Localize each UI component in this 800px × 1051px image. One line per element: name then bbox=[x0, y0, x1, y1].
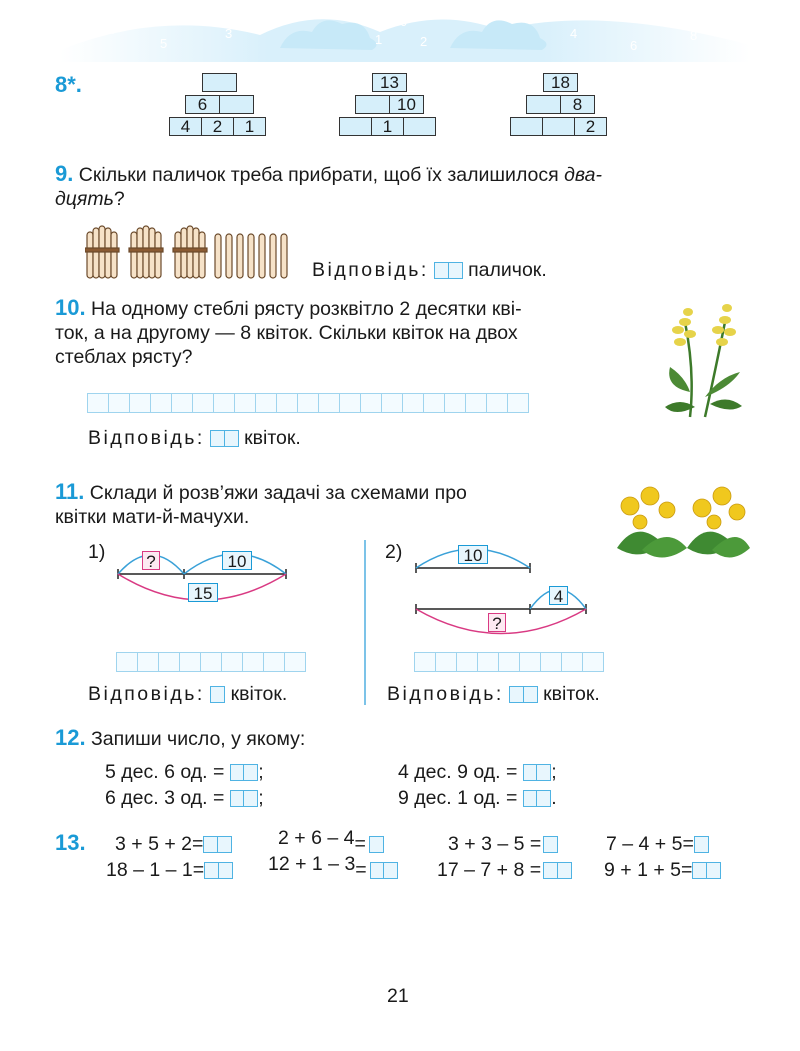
pyramid-cell[interactable]: 13 bbox=[373, 74, 407, 92]
place-value-item bbox=[105, 786, 264, 810]
item-end: ; bbox=[551, 761, 557, 783]
pyramid-cell[interactable] bbox=[404, 118, 436, 136]
answer-unit: квіток. bbox=[543, 683, 600, 705]
header-digit: 6 bbox=[630, 38, 638, 53]
answer-boxes[interactable] bbox=[204, 858, 233, 882]
pyramid-cell[interactable]: 2 bbox=[202, 118, 234, 136]
value-box[interactable]: 10 bbox=[458, 545, 488, 564]
scheme-label: 2) bbox=[385, 541, 403, 563]
answer-boxes[interactable] bbox=[543, 832, 558, 856]
expression bbox=[278, 826, 384, 855]
item-text: 9 дес. 1 од. = bbox=[398, 787, 518, 809]
flower-icon bbox=[660, 292, 750, 422]
expression-text: 18 – 1 – 1= bbox=[106, 859, 205, 881]
expression bbox=[606, 832, 709, 856]
expression-text: 17 – 7 + 8 = bbox=[437, 859, 542, 881]
item-end: ; bbox=[258, 787, 264, 809]
answer-boxes[interactable] bbox=[203, 832, 232, 856]
pyramid-cell[interactable] bbox=[356, 96, 390, 114]
expression bbox=[106, 858, 233, 882]
exercise-number: 9. bbox=[55, 161, 74, 186]
answer-unit: паличок. bbox=[468, 259, 547, 281]
item-text: 6 дес. 3 од. = bbox=[105, 787, 225, 809]
sticks-illustration bbox=[85, 224, 295, 287]
scheme-label: 1) bbox=[88, 541, 106, 563]
pyramid-cell[interactable]: 1 bbox=[234, 118, 266, 136]
answer-label: Відповідь: bbox=[88, 427, 205, 449]
expression-text: 3 + 3 – 5 = bbox=[448, 833, 542, 855]
answer-boxes[interactable] bbox=[692, 858, 721, 882]
pyramid-cell[interactable] bbox=[527, 96, 561, 114]
header-digit: 2 bbox=[420, 34, 428, 49]
answer-label: Відповідь: bbox=[88, 683, 205, 705]
pyramid-cell[interactable]: 8 bbox=[561, 96, 595, 114]
flower-icon bbox=[612, 478, 752, 558]
place-value-item bbox=[398, 760, 557, 784]
question-text: Склади й розв’яжи задачі за схемами про bbox=[89, 482, 467, 504]
answer-boxes[interactable] bbox=[230, 786, 259, 810]
equals-sign: = bbox=[354, 833, 366, 855]
item-text: 4 дес. 9 од. = bbox=[398, 761, 518, 783]
value-box[interactable]: 4 bbox=[549, 586, 568, 605]
unknown-box[interactable]: ? bbox=[142, 551, 160, 570]
header-digit: 5 bbox=[160, 36, 168, 51]
header-digit: 0 bbox=[400, 14, 408, 29]
item-end: . bbox=[551, 787, 557, 809]
solution-grid[interactable] bbox=[88, 393, 529, 413]
answer-boxes[interactable] bbox=[434, 258, 463, 282]
pyramid-cell[interactable]: 1 bbox=[372, 118, 404, 136]
expression-text: 3 + 5 + 2= bbox=[115, 833, 204, 855]
header-digit: 8 bbox=[690, 28, 698, 43]
stick-bundles-icon bbox=[85, 224, 295, 282]
header-digit: 4 bbox=[570, 26, 578, 41]
expression-text: 2 + 6 – 4 bbox=[278, 827, 355, 849]
question-text: квітки мати-й-мачухи. bbox=[55, 506, 250, 528]
value-box[interactable]: 10 bbox=[222, 551, 252, 570]
question-text: ток, а на другому — 8 квіток. Скільки квіток на двох bbox=[55, 322, 518, 344]
equals-sign: = bbox=[355, 859, 367, 881]
answer-boxes[interactable] bbox=[210, 426, 239, 450]
expression bbox=[604, 858, 721, 882]
value-box[interactable]: 15 bbox=[188, 583, 218, 602]
answer-unit: квіток. bbox=[230, 683, 288, 705]
pyramid-cell[interactable]: 18 bbox=[544, 74, 578, 92]
answer-label: Відповідь: bbox=[387, 683, 504, 705]
answer-boxes[interactable] bbox=[523, 760, 552, 784]
header-digit: 7 bbox=[110, 22, 118, 37]
expression bbox=[437, 858, 572, 882]
answer-line bbox=[88, 682, 287, 706]
exercise-11-text bbox=[55, 480, 615, 529]
pyramid-cell[interactable] bbox=[220, 96, 254, 114]
expression-text: 7 – 4 + 5= bbox=[606, 833, 694, 855]
exercise-9-text bbox=[55, 162, 755, 211]
exercise-number: 11. bbox=[55, 479, 85, 504]
header-digit: 3 bbox=[225, 26, 233, 41]
clouds-banner bbox=[60, 0, 750, 62]
expression bbox=[268, 852, 398, 881]
divider bbox=[364, 540, 366, 705]
pyramid-cell[interactable] bbox=[511, 118, 543, 136]
expression-text: 9 + 1 + 5= bbox=[604, 859, 693, 881]
answer-boxes[interactable] bbox=[210, 682, 225, 706]
place-value-item bbox=[398, 786, 557, 810]
question-italic: дцять bbox=[55, 188, 114, 210]
question-italic: два- bbox=[564, 164, 602, 186]
unknown-box[interactable]: ? bbox=[488, 613, 506, 632]
answer-line bbox=[312, 258, 547, 282]
answer-line bbox=[88, 426, 301, 450]
header-digit: 1 bbox=[375, 32, 383, 47]
pyramid-cell[interactable]: 10 bbox=[390, 96, 424, 114]
question-text: Запиши число, у якому: bbox=[91, 728, 306, 750]
solution-grid[interactable] bbox=[415, 652, 604, 672]
expression bbox=[115, 832, 232, 856]
question-text: Скільки паличок треба прибрати, щоб їх залишилося bbox=[78, 164, 565, 186]
coltsfoot-flower-image bbox=[612, 478, 752, 563]
answer-boxes[interactable] bbox=[523, 786, 552, 810]
answer-boxes[interactable] bbox=[509, 682, 538, 706]
exercise-10-text bbox=[55, 296, 655, 369]
answer-unit: квіток. bbox=[244, 427, 301, 449]
page-number: 21 bbox=[387, 985, 409, 1007]
answer-boxes[interactable] bbox=[543, 858, 572, 882]
pyramid-cell[interactable]: 6 bbox=[186, 96, 220, 114]
exercise-12-text bbox=[55, 726, 305, 751]
answer-line bbox=[387, 682, 600, 706]
place-value-item bbox=[105, 760, 264, 784]
answer-boxes[interactable] bbox=[694, 832, 709, 856]
header-decoration bbox=[60, 0, 750, 62]
pyramid-cell[interactable] bbox=[203, 74, 237, 92]
exercise-number: 13. bbox=[55, 830, 86, 855]
exercise-number: 12. bbox=[55, 725, 86, 750]
expression bbox=[448, 832, 558, 856]
scheme-1-diagram bbox=[110, 540, 300, 615]
pyramid-cell[interactable] bbox=[543, 118, 575, 136]
expression-text: 12 + 1 – 3 bbox=[268, 853, 356, 875]
pyramid-cell[interactable] bbox=[340, 118, 372, 136]
item-end: ; bbox=[258, 761, 264, 783]
item-text: 5 дес. 6 од. = bbox=[105, 761, 225, 783]
answer-boxes[interactable] bbox=[230, 760, 259, 784]
answer-boxes[interactable] bbox=[370, 858, 399, 882]
pyramid-cell[interactable]: 2 bbox=[575, 118, 607, 136]
corydalis-flower-image bbox=[660, 292, 750, 427]
question-text: На одному стеблі рясту розквітло 2 десятки кві- bbox=[91, 298, 522, 320]
solution-grid[interactable] bbox=[117, 652, 306, 672]
answer-label: Відповідь: bbox=[312, 259, 429, 281]
exercise-number: 10. bbox=[55, 295, 86, 320]
exercise-number: 8*. bbox=[55, 72, 82, 97]
question-text: ? bbox=[113, 188, 125, 210]
question-text: стеблах рясту? bbox=[55, 346, 193, 368]
pyramid-cell[interactable]: 4 bbox=[170, 118, 202, 136]
